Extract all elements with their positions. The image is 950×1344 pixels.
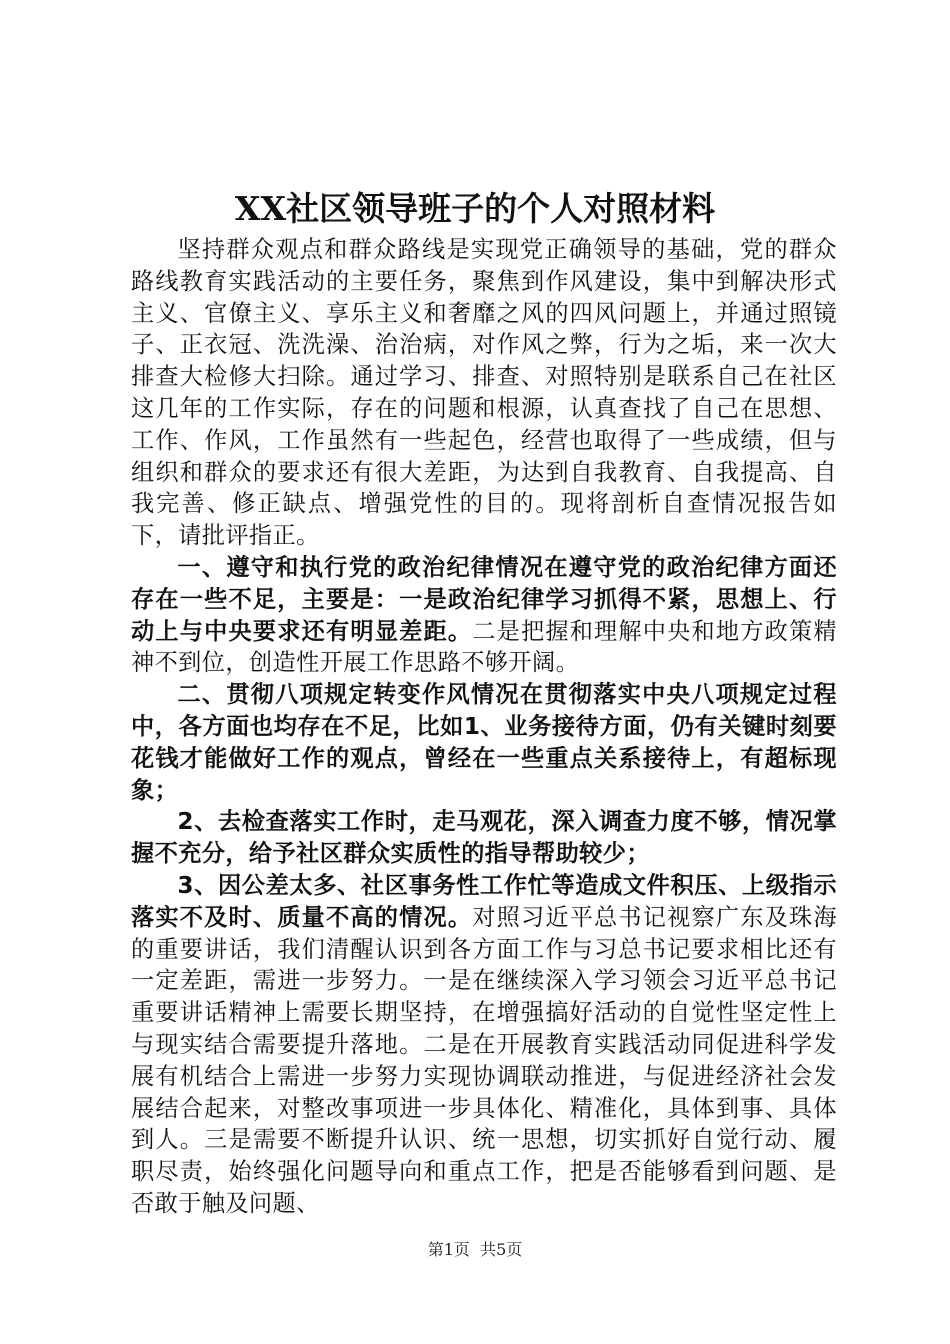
paragraph-section-2 [131, 679, 837, 806]
paragraph-text: 二是把握和理解中央和地方政策精神不到位，创造性开展工作思路不够开阔。 [131, 617, 837, 677]
paragraph-section-1 [131, 552, 837, 679]
paragraph-item-2 [131, 806, 837, 870]
document-title: XX社区领导班子的个人对照材料 [234, 189, 716, 228]
paragraph-intro [131, 234, 837, 552]
page-number: 第1页 共5页 [427, 1240, 523, 1259]
paragraph-text: 坚持群众观点和群众路线是实现党正确领导的基础，党的群众路线教育实践活动的主要任务，聚焦到作风建设，集中到解决形式主义、官僚主义、享乐主义和奢靡之风的四风问题上，并通过照镜子、正衣冠、洗洗澡、治治病，对作风之弊，行为之垢，来一次大排查大检修大扫除。通过学习、排查、对照特别是联系自己在社区这几年的工作实际，存在的问题和根源，认真查找了自己在思想、工作、作风，工作虽然有一些起色，经营也取得了一些成绩，但与组织和群众的要求还有很大差距，为达到自我教育、自我提高、自我完善、修正缺点、增强党性的目的。现将剖析自查情况报告如下，请批评指正。 [131, 236, 837, 550]
paragraph-text: 对照习近平总书记视察广东及珠海的重要讲话，我们清醒认识到各方面工作与习总书记要求相比还有一定差距，需进一步努力。一是在继续深入学习领会习近平总书记重要讲话精神上需要长期坚持，在增强搞好活动的自觉性坚定性上与现实结合需要提升落地。二是在开展教育实践活动同促进科学发展有机结合上需进一步努力实现协调联动推进，与促进经济社会发展结合起来，对整改事项进一步具体化、精准化，具体到事、具体到人。三是需要不断提升认识、统一思想，切实抓好自觉行动、履职尽责，始终强化问题导向和重点工作，把是否能够看到问题、是否敢于触及问题、 [131, 903, 837, 1217]
paragraph-bold-text: 一、遵守和执行党的政治纪律情况在遵守党的政治纪律方面还存在一些不足，主要是：一是政治纪律学习抓得不紧，思想上、行动上与中央要求还有明显差距。 [131, 553, 837, 645]
paragraph-bold-text: 3、因公差太多、社区事务性工作忙等造成文件积压、上级指示落实不及时、质量不高的情况。 [131, 871, 837, 931]
document-body [131, 234, 837, 1220]
paragraph-item-3 [131, 870, 837, 1220]
page-footer [0, 1238, 950, 1262]
paragraph-bold-text: 二、贯彻八项规定转变作风情况在贯彻落实中央八项规定过程中，各方面也均存在不足，比如1、业务接待方面，仍有关键时刻要花钱才能做好工作的观点，曾经在一些重点关系接待上，有超标现象； [131, 681, 837, 804]
paragraph-bold-text: 2、去检查落实工作时，走马观花，深入调查力度不够，情况掌握不充分，给予社区群众实质性的指导帮助较少； [131, 808, 837, 868]
